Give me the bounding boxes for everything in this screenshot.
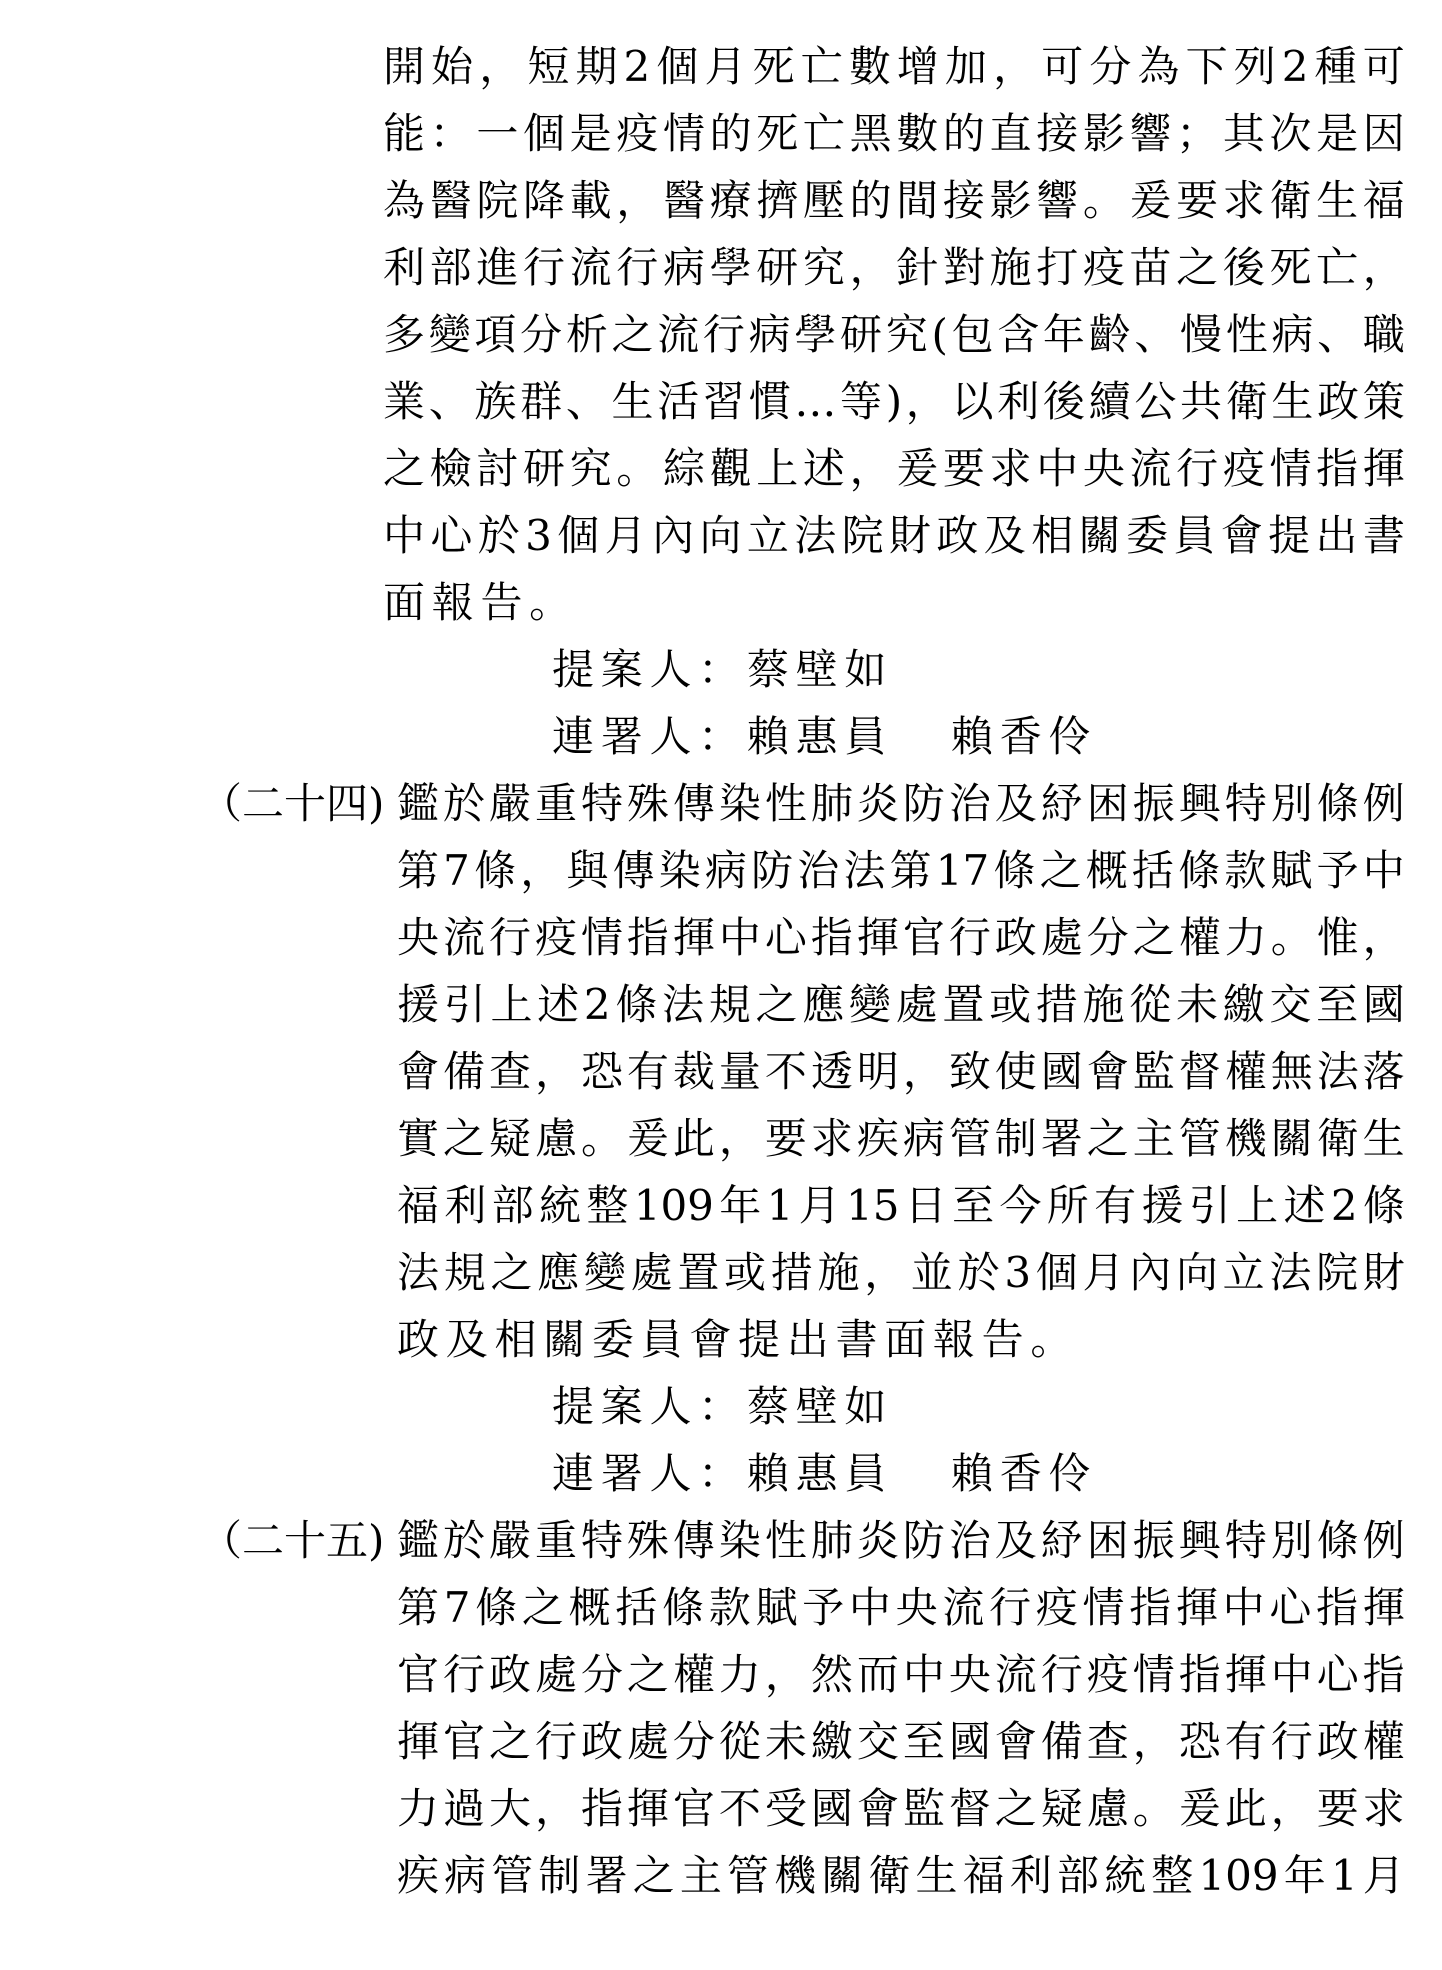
paragraph-line: 利 部 進 行 流 行 病 學 研 究 ， 針 對 施 打 疫 苗 之 後 死 亡 ，: [383, 243, 1405, 292]
paragraph-line: 業 、 族 群 、 生 活 習 慣 … 等 ) ， 以 利 後 續 公 共 衛 生 政 策: [383, 377, 1405, 426]
cosigner-label: 連署人：賴惠員: [552, 1449, 894, 1498]
item-marker: （二十五): [200, 1516, 385, 1565]
cosigner-line: [552, 1441, 1097, 1507]
paragraph-line: 能 ： 一 個 是 疫 情 的 死 亡 黑 數 的 直 接 影 響 ； 其 次 是 因: [383, 109, 1405, 158]
paragraph-line: 揮 官 之 行 政 處 分 從 未 繳 交 至 國 會 備 查 ， 恐 有 行 政 權: [397, 1717, 1405, 1766]
paragraph-line: 多 變 項 分 析 之 流 行 病 學 研 究 ( 包 含 年 齡 、 慢 性 病 、 職: [383, 310, 1405, 359]
paragraph-line: 官 行 政 處 分 之 權 力 ， 然 而 中 央 流 行 疫 情 指 揮 中 心 指: [397, 1650, 1405, 1699]
cosigner-line: [552, 704, 1097, 770]
paragraph-line: 法 規 之 應 變 處 置 或 措 施 ， 並 於 3 個 月 內 向 立 法 院 財: [397, 1248, 1405, 1297]
proposer-line: 提案人：蔡壁如: [552, 645, 894, 694]
paragraph-line: 疾 病 管 制 署 之 主 管 機 關 衛 生 福 利 部 統 整 109 年 1 月: [397, 1851, 1405, 1900]
paragraph-line: 開 始 ， 短 期 2 個 月 死 亡 數 增 加 ， 可 分 為 下 列 2 種 可: [383, 42, 1405, 91]
paragraph-line: 實 之 疑 慮 。 爰 此 ， 要 求 疾 病 管 制 署 之 主 管 機 關 衛 生: [397, 1114, 1405, 1163]
paragraph-line: 面報告。: [383, 578, 578, 627]
paragraph-line: 福 利 部 統 整 109 年 1 月 15 日 至 今 所 有 援 引 上 述 2 條: [397, 1181, 1405, 1230]
paragraph-line: 之 檢 討 研 究 。 綜 觀 上 述 ， 爰 要 求 中 央 流 行 疫 情 指 揮: [383, 444, 1405, 493]
item-marker: （二十四): [200, 779, 385, 828]
paragraph-line: 援 引 上 述 2 條 法 規 之 應 變 處 置 或 措 施 從 未 繳 交 至 國: [397, 980, 1405, 1029]
cosigner-name: 賴香伶: [951, 1449, 1098, 1498]
paragraph-line: 鑑 於 嚴 重 特 殊 傳 染 性 肺 炎 防 治 及 紓 困 振 興 特 別 條 例: [397, 779, 1405, 828]
proposer-line: 提案人：蔡壁如: [552, 1382, 894, 1431]
paragraph-line: 央 流 行 疫 情 指 揮 中 心 指 揮 官 行 政 處 分 之 權 力 。 惟 ，: [397, 913, 1405, 962]
paragraph-line: 會 備 查 ， 恐 有 裁 量 不 透 明 ， 致 使 國 會 監 督 權 無 法 落: [397, 1047, 1405, 1096]
cosigner-label: 連署人：賴惠員: [552, 712, 894, 761]
paragraph-line: 政及相關委員會提出書面報告。: [397, 1315, 1080, 1364]
paragraph-line: 第 7 條 之 概 括 條 款 賦 予 中 央 流 行 疫 情 指 揮 中 心 指 揮: [397, 1583, 1405, 1632]
cosigner-name: 賴香伶: [951, 712, 1098, 761]
paragraph-line: 鑑 於 嚴 重 特 殊 傳 染 性 肺 炎 防 治 及 紓 困 振 興 特 別 條 例: [397, 1516, 1405, 1565]
paragraph-line: 力 過 大 ， 指 揮 官 不 受 國 會 監 督 之 疑 慮 。 爰 此 ， 要 求: [397, 1784, 1405, 1833]
paragraph-line: 中 心 於 3 個 月 內 向 立 法 院 財 政 及 相 關 委 員 會 提 出 書: [383, 511, 1405, 560]
paragraph-line: 為 醫 院 降 載 ， 醫 療 擠 壓 的 間 接 影 響 。 爰 要 求 衛 生 福: [383, 176, 1405, 225]
paragraph-line: 第 7 條 ， 與 傳 染 病 防 治 法 第 17 條 之 概 括 條 款 賦 予 中: [397, 846, 1405, 895]
